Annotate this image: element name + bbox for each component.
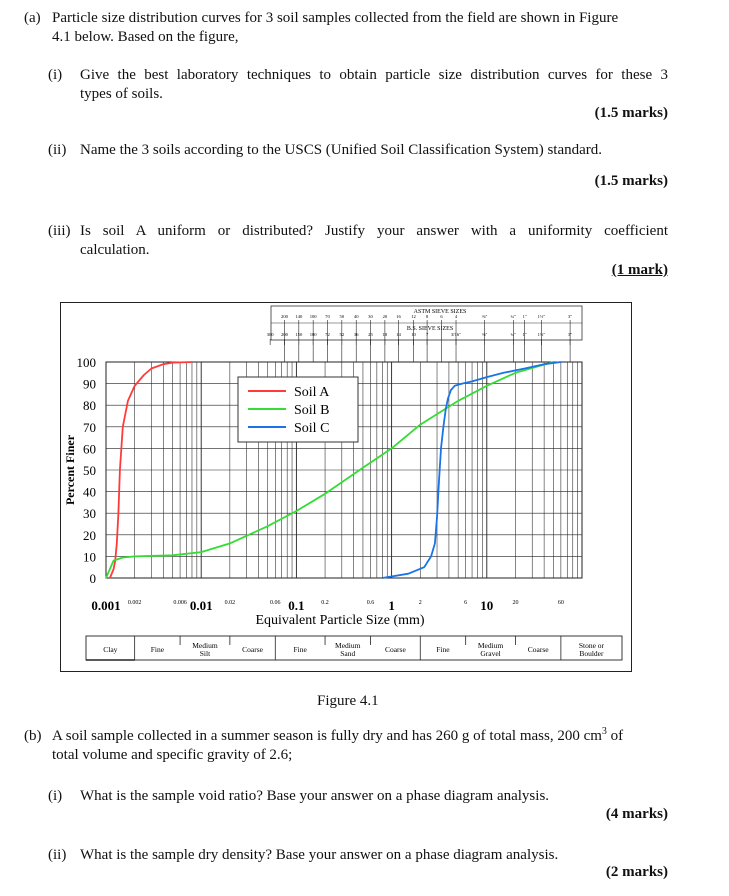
question-b-i-marks: (4 marks) (605, 806, 668, 822)
y-tick-label: 100 (76, 355, 96, 370)
question-a-iii-line2: calculation. (80, 242, 150, 258)
astm-sieve-size: 1" (522, 314, 527, 319)
y-tick-label: 40 (83, 484, 96, 500)
bs-sieve-size: 14 (396, 332, 401, 337)
sieve-scales (267, 306, 582, 362)
x-major-tick-label: 0.1 (288, 598, 305, 613)
x-minor-tick-label: 0.02 (224, 600, 236, 606)
legend-label-soil-a: Soil A (294, 385, 330, 400)
question-b-i-number: (i) (48, 788, 63, 804)
question-a-i-number: (i) (48, 67, 63, 83)
astm-sieve-size: 6 (440, 314, 443, 319)
astm-sieve-size: 20 (382, 314, 388, 319)
bs-sieve-size: 3" (568, 332, 573, 337)
part-b-intro-text: A soil sample collected in a summer season is fully dry and has 260 g of total mass, 200 cm (52, 728, 602, 744)
y-tick-label: 50 (83, 463, 96, 478)
class-label: Clay (103, 645, 118, 654)
class-label: Coarse (242, 645, 263, 654)
x-minor-tick-label: 6 (464, 600, 468, 606)
legend-label-soil-b: Soil B (294, 403, 330, 418)
x-minor-tick-label: 0.2 (321, 600, 329, 606)
bs-sieve-size: 18 (382, 332, 388, 337)
question-a-i-line2: types of soils. (80, 86, 163, 102)
astm-sieve-size: 140 (295, 314, 303, 319)
astm-sieve-size: ¾" (510, 314, 517, 319)
astm-sieve-size: 70 (325, 314, 330, 319)
class-label: Coarse (527, 645, 549, 654)
class-label: Coarse (384, 645, 406, 654)
part-b-intro-line1 (52, 727, 623, 746)
class-label: Sand (340, 649, 356, 658)
class-label: Fine (293, 645, 307, 654)
bs-sieve-size: 72 (325, 332, 330, 337)
astm-sieve-size: 30 (368, 314, 373, 319)
x-major-tick-label: 0.001 (91, 598, 121, 613)
bs-sieve-size: 25 (368, 332, 373, 337)
part-b-intro-tail: of (606, 728, 624, 744)
x-axis-title: Equivalent Particle Size (mm) (255, 613, 425, 628)
bs-sieve-size: 52 (339, 332, 345, 337)
bs-sieve-size: 36 (353, 332, 359, 337)
x-minor-tick-label: 0.006 (173, 600, 187, 606)
astm-sieve-size: 1½" (537, 314, 546, 319)
part-a-label: (a) (24, 10, 41, 26)
bs-sieve-size: 100 (309, 332, 317, 337)
bs-sieve-size: 3̄/16" (450, 332, 462, 337)
part-b-intro-line2: total volume and specific gravity of 2.6; (52, 747, 293, 763)
question-a-ii-marks: (1.5 marks) (594, 173, 668, 189)
astm-sieve-size: 50 (339, 314, 345, 319)
astm-sieve-size: 8 (425, 314, 429, 319)
y-axis-title: Percent Finer (63, 434, 77, 506)
astm-sieve-label: ASTM SIEVE SIZES (413, 309, 467, 315)
bs-sieve-size: 1" (522, 332, 527, 337)
astm-sieve-size: ⅜" (482, 314, 488, 319)
class-label: Fine (436, 645, 450, 654)
astm-sieve-size: 12 (411, 314, 416, 319)
y-tick-label: 60 (83, 441, 96, 457)
x-major-tick-label: 10 (480, 598, 494, 613)
bs-sieve-size: ¾" (510, 332, 517, 337)
x-minor-tick-label: 60 (557, 600, 564, 606)
chart-legend (238, 377, 358, 442)
astm-sieve-size: 16 (396, 314, 401, 319)
bs-sieve-size: 7 (425, 332, 429, 337)
question-a-i-line1: Give the best laboratory techniques to obtain particle size distribution curves for these 3 (80, 67, 668, 83)
x-minor-tick-label: 2 (418, 600, 422, 606)
part-a-intro-line1: Particle size distribution curves for 3 soil samples collected from the field are shown in Figure (52, 10, 619, 26)
question-a-iii-marks: (1 mark) (611, 262, 668, 278)
x-major-tick-label: 0.01 (189, 598, 213, 613)
class-label: Medium (477, 641, 504, 650)
astm-sieve-size: 100 (309, 314, 317, 319)
x-minor-tick-label: 0.002 (127, 600, 142, 606)
part-a-intro-line2: 4.1 below. Based on the figure, (52, 29, 239, 45)
class-label: Gravel (480, 649, 501, 658)
bs-sieve-size: 1½" (537, 332, 546, 337)
bs-sieve-size: 300 (266, 332, 274, 337)
y-tick-label: 20 (83, 527, 96, 543)
bs-sieve-size: 150 (295, 332, 303, 337)
y-tick-label: 0 (89, 571, 96, 586)
y-tick-label: 80 (83, 398, 96, 414)
question-b-ii-number: (ii) (48, 847, 67, 863)
x-minor-tick-label: 0.06 (270, 600, 281, 606)
question-b-ii-text: What is the sample dry density? Base your answer on a phase diagram analysis. (80, 847, 559, 863)
bs-sieve-size: 200 (281, 332, 288, 337)
question-a-iii-line1: Is soil A uniform or distributed? Justify your answer with a uniformity coefficient (80, 223, 668, 239)
bs-sieve-size: 10 (411, 332, 416, 337)
x-minor-tick-label: 0.6 (366, 600, 375, 606)
class-label: Silt (199, 649, 211, 658)
class-label: Fine (150, 645, 165, 654)
x-major-tick-label: 1 (388, 598, 395, 613)
astm-sieve-size: 3" (568, 314, 573, 319)
question-a-i-marks: (1.5 marks) (594, 105, 668, 121)
class-label: Medium (335, 641, 361, 650)
question-a-ii-text: Name the 3 soils according to the USCS (Unified Soil Classification System) standard. (80, 142, 603, 158)
astm-sieve-size: 40 (353, 314, 359, 319)
class-label: Stone or (578, 641, 605, 650)
figure-caption: Figure 4.1 (317, 693, 379, 709)
astm-sieve-size: 4 (454, 314, 458, 319)
y-tick-label: 90 (83, 376, 96, 392)
cubic-superscript: 3 (601, 726, 607, 737)
question-b-i-text: What is the sample void ratio? Base your answer on a phase diagram analysis. (80, 788, 550, 804)
part-b-label: (b) (24, 728, 42, 744)
bs-sieve-label: B.S. SIEVE SIZES (406, 326, 454, 332)
question-a-iii-number: (iii) (48, 223, 71, 239)
y-tick-label: 30 (83, 506, 96, 522)
y-tick-label: 10 (83, 549, 96, 565)
astm-sieve-size: 200 (281, 314, 288, 319)
soil-classification-band (86, 636, 622, 660)
class-label: Boulder (579, 649, 604, 658)
x-minor-tick-label: 20 (512, 600, 519, 606)
legend-label-soil-c: Soil C (294, 421, 330, 436)
class-label: Medium (192, 641, 218, 650)
question-a-ii-number: (ii) (48, 142, 67, 158)
question-b-ii-marks: (2 marks) (605, 864, 668, 880)
y-tick-label: 70 (83, 419, 96, 435)
bs-sieve-size: ⅜" (482, 332, 488, 337)
